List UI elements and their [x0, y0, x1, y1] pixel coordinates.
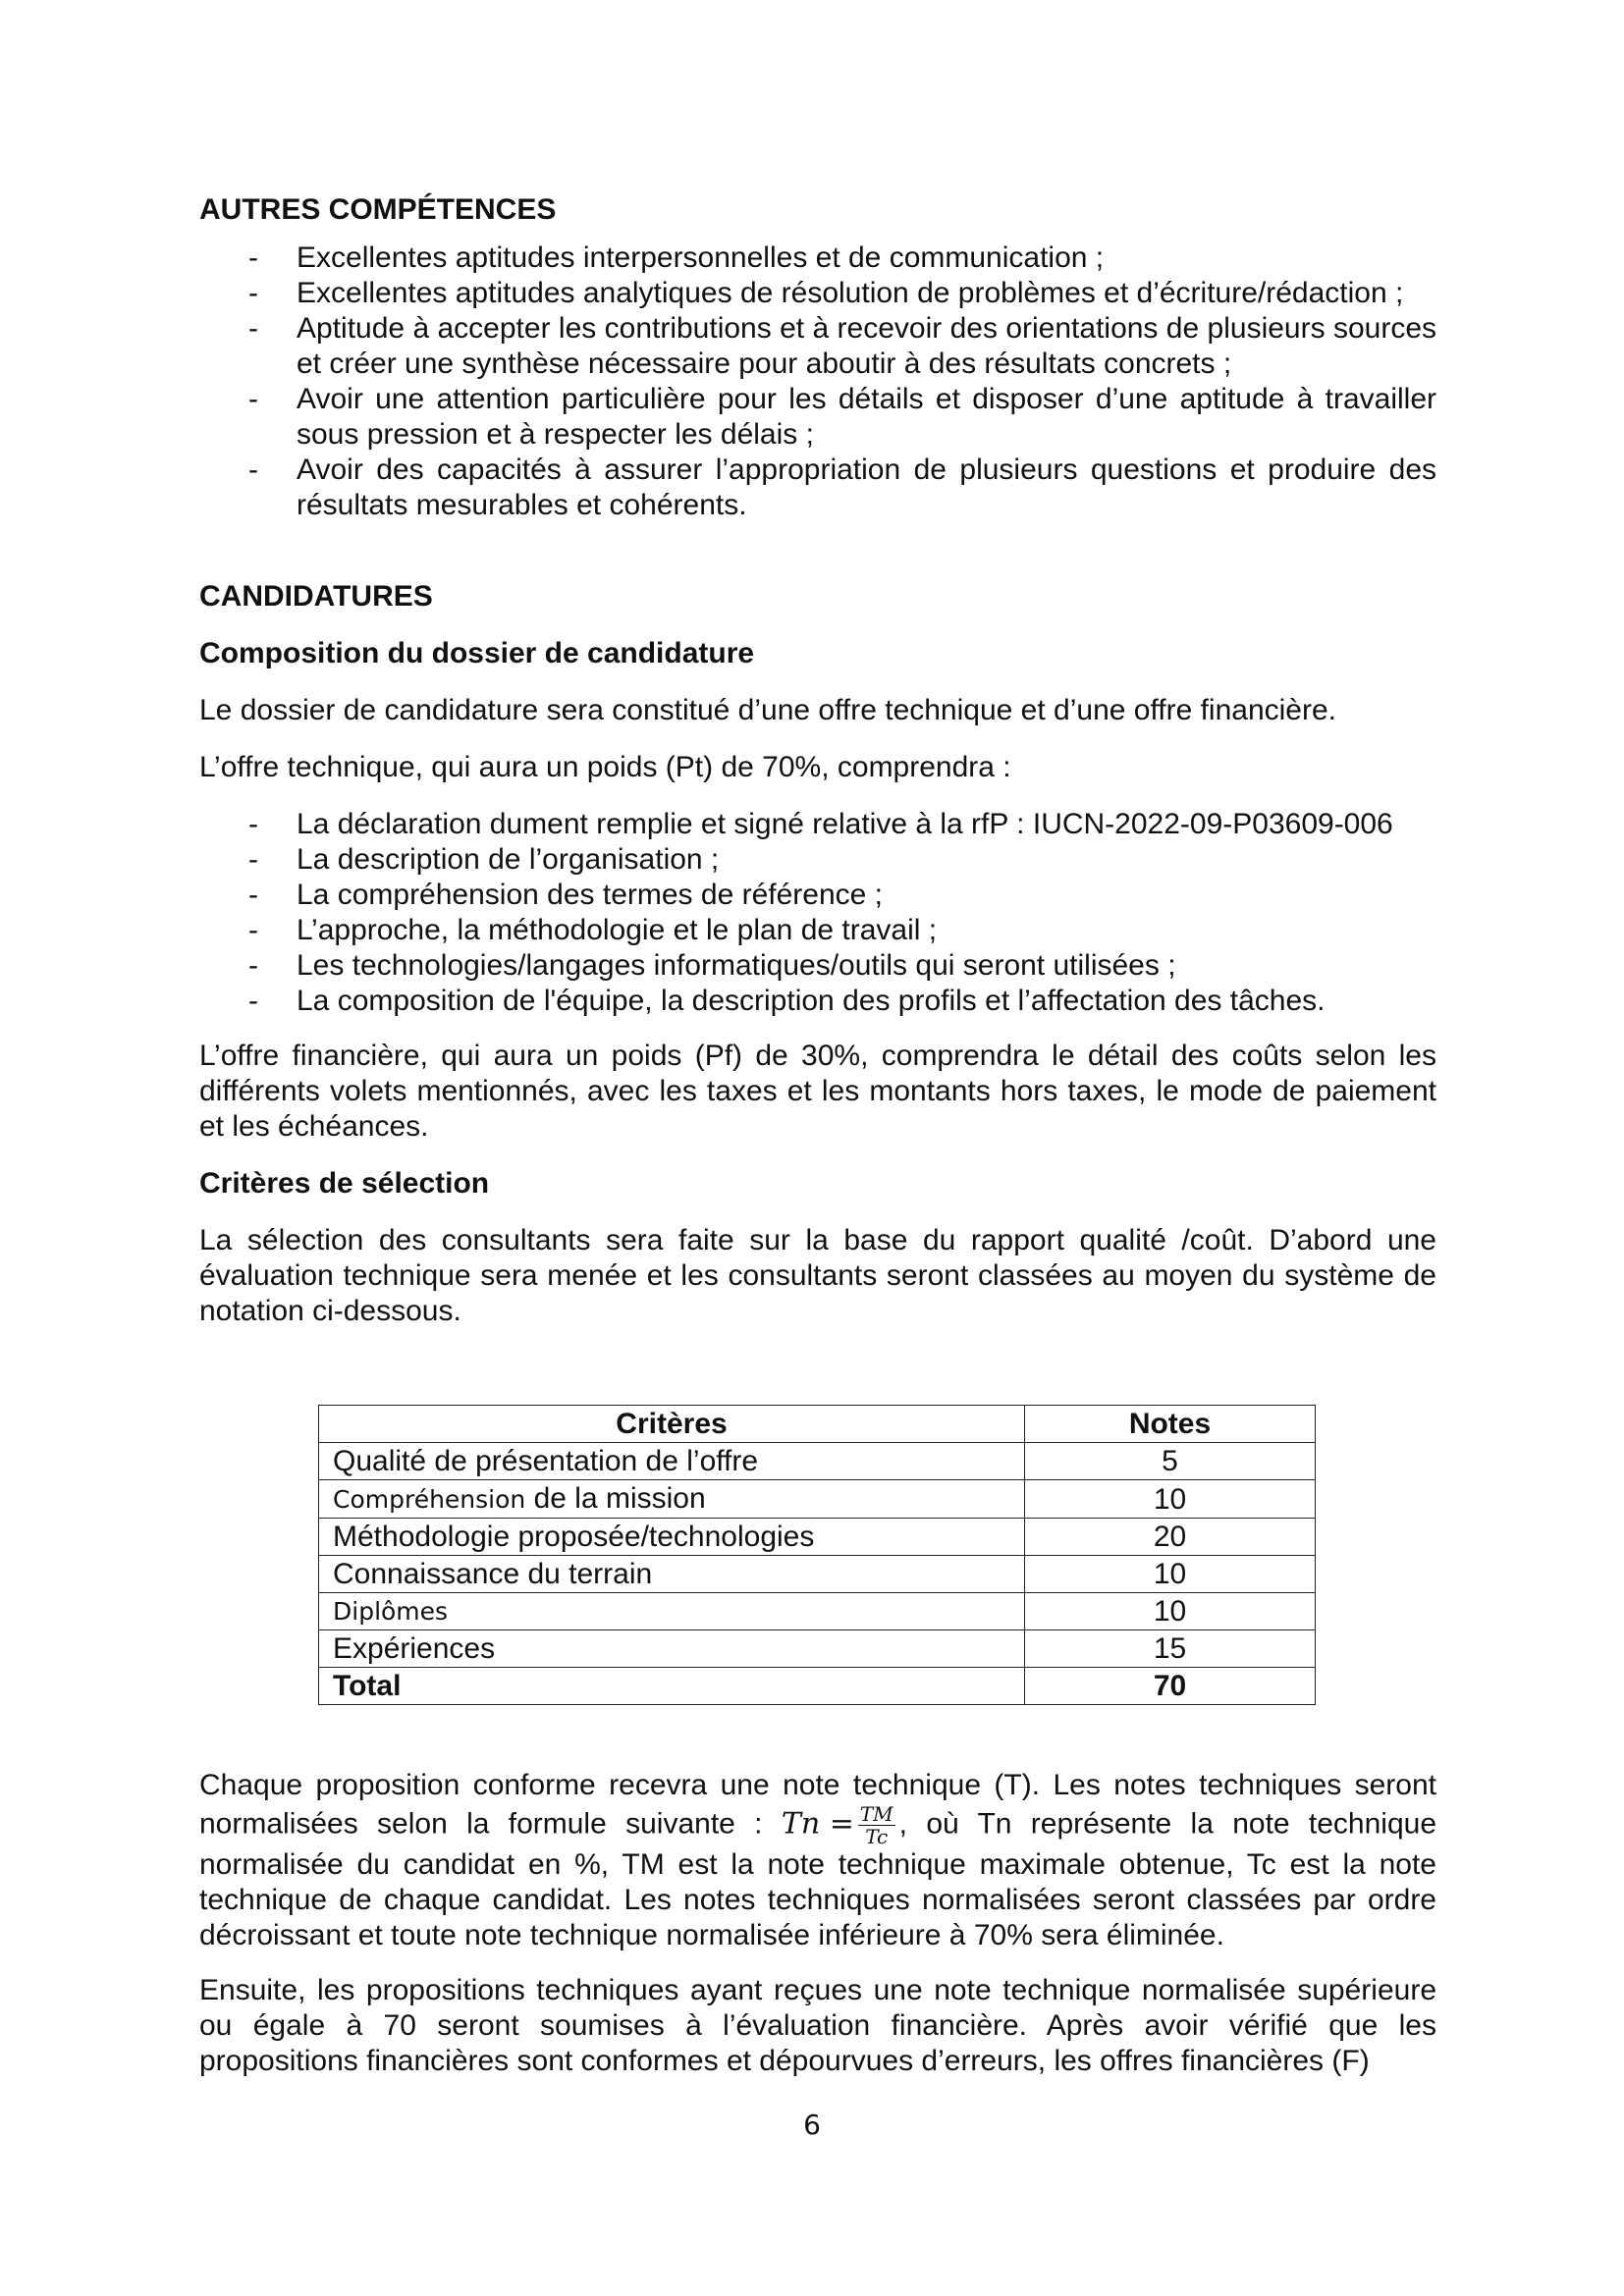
paragraph: L’offre technique, qui aura un poids (Pt) de 70%, comprendra : — [199, 751, 1011, 783]
table-cell-criterion — [319, 1480, 1025, 1519]
table-header: Notes — [1025, 1406, 1316, 1443]
criterion-text-small: Compréhension — [333, 1485, 526, 1514]
table-row — [319, 1593, 1316, 1630]
autres-competences-list — [199, 240, 1436, 523]
criterion-text: de la mission — [525, 1482, 706, 1515]
table-row — [319, 1630, 1316, 1668]
table-row — [319, 1519, 1316, 1556]
document-page — [199, 192, 1436, 2079]
list-item: - La compréhension des termes de référence ; — [248, 879, 883, 911]
table-cell-note: 10 — [1025, 1556, 1316, 1593]
list-item: - La déclaration dument remplie et signé relative à la rfP : IUCN-2022-09-P03609-006 — [248, 808, 1393, 840]
list-item: - Aptitude à accepter les contributions et à recevoir des orientations de plusieurs sources et créer une synthèse nécessaire pour aboutir à des résultats concrets ; — [248, 312, 1436, 380]
table-cell-note: 15 — [1025, 1630, 1316, 1668]
page-number: 6 — [803, 2109, 821, 2141]
table-header: Critères — [319, 1406, 1025, 1443]
table-total-row — [319, 1668, 1316, 1705]
section-title-autres-competences: AUTRES COMPÉTENCES — [199, 193, 557, 226]
list-item: - Excellentes aptitudes analytiques de résolution de problèmes et d’écriture/rédaction ; — [248, 277, 1404, 309]
table-cell-note: 10 — [1025, 1480, 1316, 1519]
list-item: - L’approche, la méthodologie et le plan de travail ; — [248, 914, 938, 946]
section-title-candidatures: CANDIDATURES — [199, 580, 433, 613]
list-item: - Excellentes aptitudes interpersonnelles et de communication ; — [248, 241, 1105, 274]
paragraph-formula: Chaque proposition conforme recevra une note technique (T). Les notes techniques seront normalisées selon la formule suivante : Tn = $\frac{TM}{Tc}$ , où Tn représente la note technique normalisée du candidat en %, TM est la note technique maximale obtenue, Tc est la note technique de chaque candidat. Les notes techniques normalisées seront classées par ordre décroissant et toute note technique normalisée inférieure à 70% sera éliminée. — [199, 1769, 1437, 1951]
list-item: - Les technologies/langages informatiques/outils qui seront utilisées ; — [248, 949, 1176, 982]
table-cell-total-label: Total — [319, 1668, 1025, 1705]
table-cell-criterion: Connaissance du terrain — [319, 1556, 1025, 1593]
table-cell-criterion: Méthodologie proposée/technologies — [319, 1519, 1025, 1556]
table-header-row — [319, 1406, 1316, 1443]
table-cell-criterion: Expériences — [319, 1630, 1025, 1668]
table-row — [319, 1480, 1316, 1519]
formula: Tn = $\frac{TM}{Tc}$ — [781, 1802, 893, 1848]
table-row — [319, 1443, 1316, 1480]
list-item: - Avoir une attention particulière pour les détails et disposer d’une aptitude à travailler sous pression et à respecter les délais ; — [248, 383, 1436, 451]
table-cell-note: 5 — [1025, 1443, 1316, 1480]
table-cell-total-value: 70 — [1025, 1668, 1316, 1705]
table-cell-criterion: Qualité de présentation de l’offre — [319, 1443, 1025, 1480]
table-row — [319, 1556, 1316, 1593]
paragraph: Le dossier de candidature sera constitué d’une offre technique et d’une offre financière. — [199, 694, 1337, 726]
table-cell-note: 20 — [1025, 1519, 1316, 1556]
paragraph: L’offre financière, qui aura un poids (Pf) de 30%, comprendra le détail des coûts selon les différents volets mentionnés, avec les taxes et les montants hors taxes, le mode de paiement et les échéances. — [199, 1040, 1436, 1143]
subsection-title-criteres: Critères de sélection — [199, 1167, 490, 1200]
paragraph: Ensuite, les propositions techniques ayant reçues une note technique normalisée supérieure ou égale à 70 seront soumises à l’évaluation financière. Après avoir vérifié que les propositions financières sont conformes et dépourvues d’erreurs, les offres financières (F) — [199, 1974, 1436, 2077]
criteria-table — [318, 1405, 1316, 1705]
subsection-title-composition: Composition du dossier de candidature — [199, 637, 755, 669]
offre-technique-list — [199, 807, 1436, 1019]
paragraph: La sélection des consultants sera faite sur la base du rapport qualité /coût. D’abord une évaluation technique sera menée et les consultants seront classées au moyen du système de notation ci-dessous. — [199, 1224, 1436, 1327]
list-item: - La composition de l'équipe, la description des profils et l’affectation des tâches. — [248, 985, 1326, 1017]
list-item: - Avoir des capacités à assurer l’appropriation de plusieurs questions et produire des résultats mesurables et cohérents. — [248, 454, 1436, 521]
list-item: - La description de l’organisation ; — [248, 843, 720, 876]
table-cell-note: 10 — [1025, 1593, 1316, 1630]
table-cell-criterion: Diplômes — [319, 1593, 1025, 1630]
